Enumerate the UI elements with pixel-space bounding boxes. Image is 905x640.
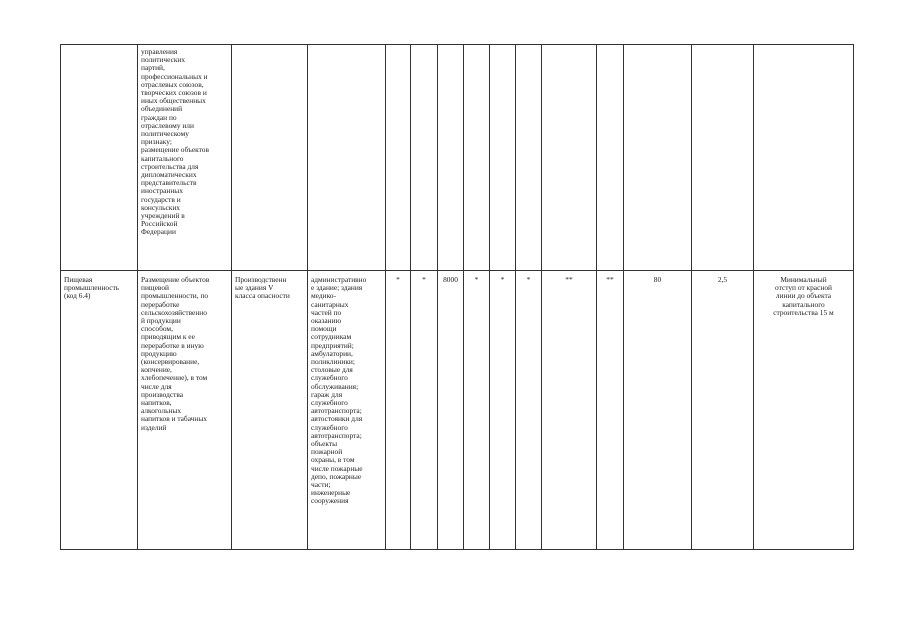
row2-param-1: * bbox=[396, 275, 400, 284]
column-border bbox=[623, 44, 624, 550]
table-top-border bbox=[60, 44, 854, 45]
row2-param-2: * bbox=[422, 275, 426, 284]
row2-param-3: 8000 bbox=[443, 275, 458, 284]
table-bottom-border bbox=[60, 549, 854, 550]
column-border bbox=[515, 44, 516, 550]
column-border bbox=[753, 44, 754, 550]
column-border bbox=[691, 44, 692, 550]
column-border bbox=[489, 44, 490, 550]
row2-param-7: ** bbox=[565, 275, 573, 284]
column-border bbox=[463, 44, 464, 550]
column-border bbox=[385, 44, 386, 550]
row-divider bbox=[60, 270, 854, 271]
column-border bbox=[541, 44, 542, 550]
row2-name-cell: Пищевая промышленность (код 6.4) bbox=[64, 275, 120, 301]
row2-description-cell: Размещение объектов пищевой промышленности, по переработке сельскохозяйственно й продукции способом, приводящим к ее переработке в иную продукцию (консервирование, копчение, хлебопечение), в том числе для производства напитков, алкогольных напитков и табачных изделий bbox=[141, 275, 210, 432]
column-border bbox=[307, 44, 308, 550]
row2-param-9: 80 bbox=[653, 275, 662, 284]
column-border bbox=[853, 44, 854, 550]
row2-param-4: * bbox=[474, 275, 479, 284]
row2-hazard-class-cell: Производственн ые здания V класса опасности bbox=[235, 275, 290, 301]
column-border bbox=[137, 44, 138, 550]
row1-description-cell: управления политических партий, профессиональных и отраслевых союзов, творческих союзов и иных общественных объединений граждан по отраслевому или политическому признаку; размещение объектов капитального строительства для дипломатических представительств иностранных государств и консульских учреждений в Российской Федерации bbox=[141, 47, 209, 237]
row2-param-6: * bbox=[526, 275, 531, 284]
column-border bbox=[437, 44, 438, 550]
column-border bbox=[596, 44, 597, 550]
row2-param-10: 2,5 bbox=[717, 275, 728, 284]
column-border bbox=[60, 44, 61, 550]
row2-note-cell: Минимальный отступ от красной линии до объекта капитального строительства 15 м bbox=[773, 275, 834, 317]
row2-auxiliary-use-cell: административно е здание; здания медико- санитарных частей по оказанию помощи сотрудникам предприятий; амбулатории, поликлиники; столовые для служебного обслуживания; гараж для служебного автотранспорта; автостоянки для служебного автотранспорта; объекты пожарной охраны, в том числе пожарные депо, пожарные части; инженерные сооружения bbox=[311, 275, 367, 506]
column-border bbox=[231, 44, 232, 550]
row2-param-5: * bbox=[500, 275, 505, 284]
column-border bbox=[410, 44, 411, 550]
row2-param-8: ** bbox=[606, 275, 614, 284]
